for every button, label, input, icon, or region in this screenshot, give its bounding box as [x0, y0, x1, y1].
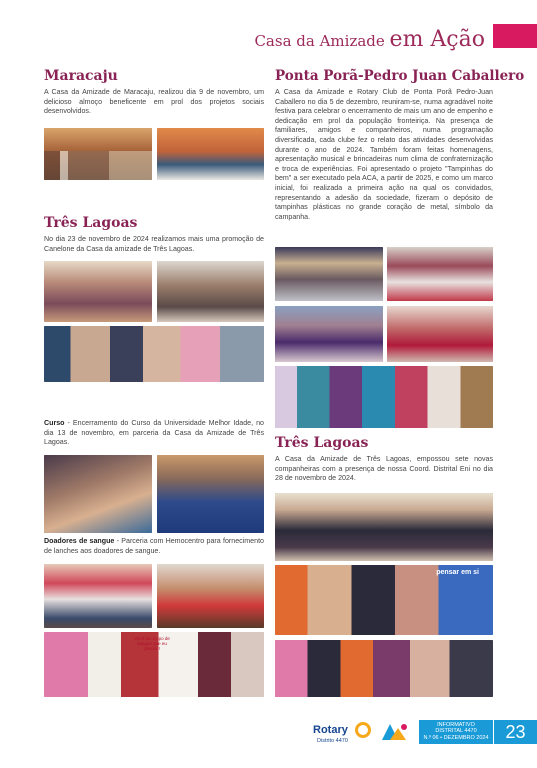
campaign-logo — [376, 720, 414, 746]
photo-doadores-group — [44, 632, 264, 697]
heading-tres-lagoas-right: Três Lagoas — [275, 435, 369, 451]
body-curso: - Encerramento do Curso da Universidade Melhor Idade, no dia 13 de novembro, em parceria da Casa da Amizade de Três Lagoas. — [44, 419, 264, 447]
photo-doadores-2 — [157, 564, 264, 628]
text-tres-lagoas-right: A Casa da Amizade de Três Lagoas, empossou sete novas companheiras com a presença de nossa Coord. Distrital Eni no dia 28 de novembro de 2024. — [275, 455, 493, 483]
heading-maracaju: Maracaju — [44, 68, 118, 84]
info-line-2: DISTRITAL 4470 — [435, 728, 477, 734]
photo-pp-2 — [387, 247, 493, 301]
photo-canelone-1 — [44, 261, 152, 322]
photo-tl-posse-3 — [275, 640, 493, 697]
page-number: 23 — [494, 720, 537, 744]
heading-ponta-pora: Ponta Porã-Pedro Juan Caballero — [275, 68, 525, 84]
section-title-small: Casa da Amizade — [254, 32, 390, 50]
blood-donor-sign: Você faz a tipo de sangue que eu preciso! — [134, 636, 170, 651]
heading-tres-lagoas-left: Três Lagoas — [44, 215, 138, 231]
photo-maracaju-2 — [157, 128, 264, 180]
photo-maracaju-1 — [44, 128, 152, 180]
text-ponta-pora: A Casa da Amizade e Rotary Club de Ponta Porã Pedro-Juan Caballero no dia 5 de dezembro, reuniram-se, numa agradável noite festiva para celebrar o encerramento de mais um ano de empenho e dedicação em prol da população fronteiriça. Na presença de familiares, amigos e companheiros, numa programação diversificada, cada clube fez o relato das atividades desenvolvidas durante o ano de 2024. Também foram feitas homenagens, apresentação musical e brincadeiras num clima de confraternização e troca de experiências. Foi apresentado o projeto "Tampinhas do bem" a ser executado pela ACA, a partir de 2025, e como um marco inicial, foi realizada a primeira ação na qual os convidados, representando a adesão da sociedade, fizeram o depósito de tampinhas plásticas no grande coração de metal, símbolo da campanha. — [275, 88, 493, 221]
info-line-3: N.º 06 • DEZEMBRO 2024 — [423, 735, 489, 741]
photo-tl-posse-2 — [275, 565, 493, 635]
photo-tl-posse-1 — [275, 493, 493, 561]
photo-canelone-2 — [157, 261, 264, 322]
body-doadores: - Parceria com Hemocentro para fornecimento de lanches aos doadores de sangue. — [44, 537, 264, 555]
photo-pp-1 — [275, 247, 383, 301]
newsletter-info — [419, 720, 493, 744]
section-title — [254, 27, 485, 52]
photo-pp-group — [275, 366, 493, 428]
campaign-logo-icon — [376, 720, 414, 746]
text-doadores — [44, 537, 264, 556]
photo-pp-4 — [387, 306, 493, 362]
section-title-big: em Ação — [389, 27, 485, 52]
photo-canelone-group — [44, 326, 264, 382]
label-curso: Curso — [44, 419, 65, 427]
rotary-wheel-icon — [355, 722, 371, 738]
photo-doadores-1 — [44, 564, 152, 628]
text-maracaju: A Casa da Amizade de Maracaju, realizou dia 9 de novembro, um delicioso almoço beneficente em prol dos projetos sociais desenvolvidos. — [44, 88, 264, 116]
text-curso — [44, 419, 264, 448]
rotary-logo — [313, 722, 373, 746]
photo-curso-1 — [44, 455, 152, 533]
rotary-district: Distrito 4470 — [317, 738, 348, 744]
photo-pp-3 — [275, 306, 383, 362]
photo-curso-2 — [157, 455, 264, 533]
text-tres-lagoas-left: No dia 23 de novembro de 2024 realizamos mais uma promoção de Canelone da Casa da amizade de Três Lagoas. — [44, 235, 264, 253]
rotary-wordmark: Rotary — [313, 724, 348, 736]
info-line-1: INFORMATIVO — [437, 722, 475, 728]
header-accent-block — [493, 24, 537, 48]
label-doadores: Doadores de sangue — [44, 537, 115, 545]
banner-text: pensar em si — [436, 569, 479, 576]
page-header — [0, 24, 537, 58]
